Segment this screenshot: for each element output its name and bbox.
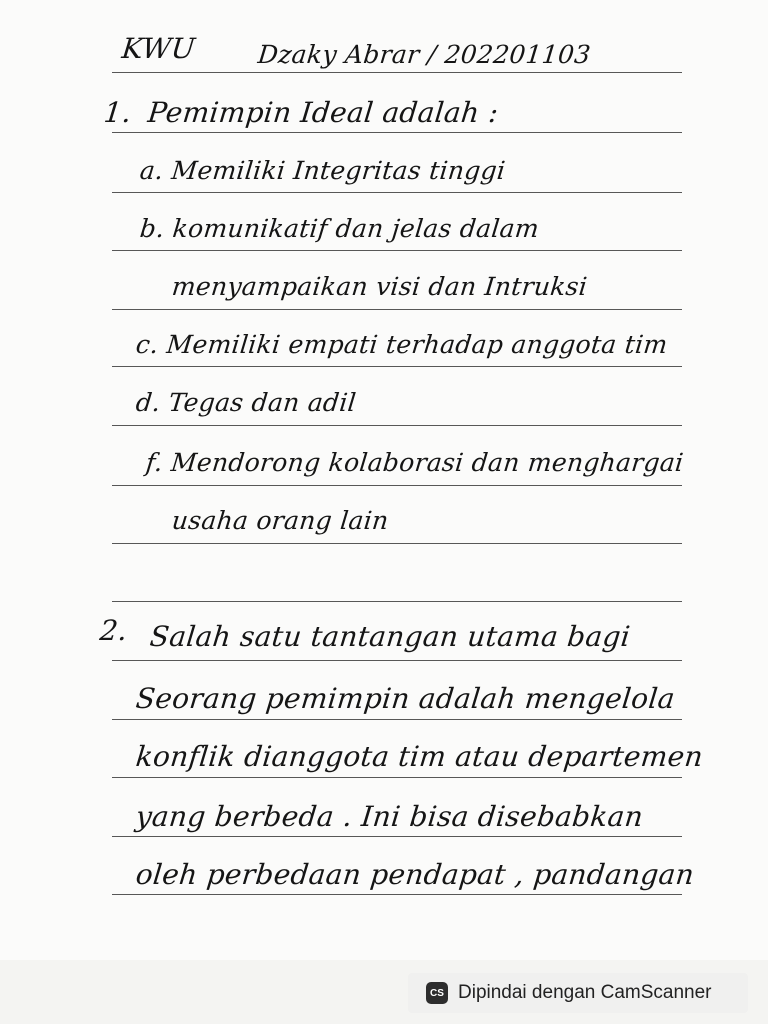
answer1-number: 1. — [102, 96, 134, 129]
ruled-line — [112, 192, 682, 193]
ruled-line — [112, 660, 682, 661]
ruled-line — [112, 543, 682, 544]
ruled-line — [112, 485, 682, 486]
answer1-item: d. Tegas dan adil — [134, 388, 358, 417]
answer1-item: a. Memiliki Integritas tinggi — [138, 156, 507, 185]
ruled-line — [112, 777, 682, 778]
ruled-line — [112, 425, 682, 426]
answer1-item-continued: menyampaikan visi dan Intruksi — [170, 272, 589, 301]
ruled-line — [112, 72, 682, 73]
subject-heading: KWU — [120, 32, 197, 65]
watermark-text: Dipindai dengan CamScanner — [458, 982, 712, 1003]
answer1-item-continued: usaha orang lain — [170, 506, 391, 535]
answer1-item: b. komunikatif dan jelas dalam — [138, 214, 541, 243]
answer1-item: c. Memiliki empati terhadap anggota tim — [134, 330, 670, 359]
answer2-line: konflik dianggota tim atau departemen — [134, 740, 705, 773]
ruled-line — [112, 132, 682, 133]
ruled-line — [112, 836, 682, 837]
answer2-number: 2. — [98, 614, 130, 647]
ruled-line — [112, 309, 682, 310]
ruled-line — [112, 366, 682, 367]
answer2-line: oleh perbedaan pendapat , pandangan — [134, 858, 696, 891]
camscanner-logo-icon: CS — [426, 982, 448, 1004]
answer1-intro: Pemimpin Ideal adalah : — [146, 96, 501, 129]
student-name-id: Dzaky Abrar / 202201103 — [256, 40, 593, 69]
answer2-line: yang berbeda . Ini bisa disebabkan — [134, 800, 645, 833]
answer2-line: Seorang pemimpin adalah mengelola — [134, 682, 677, 715]
ruled-line — [112, 894, 682, 895]
answer2-line: Salah satu tantangan utama bagi — [148, 620, 632, 653]
ruled-line — [112, 601, 682, 602]
answer1-item: f. Mendorong kolaborasi dan menghargai — [144, 448, 685, 477]
ruled-line — [112, 719, 682, 720]
ruled-line — [112, 250, 682, 251]
camscanner-watermark — [408, 973, 748, 1013]
